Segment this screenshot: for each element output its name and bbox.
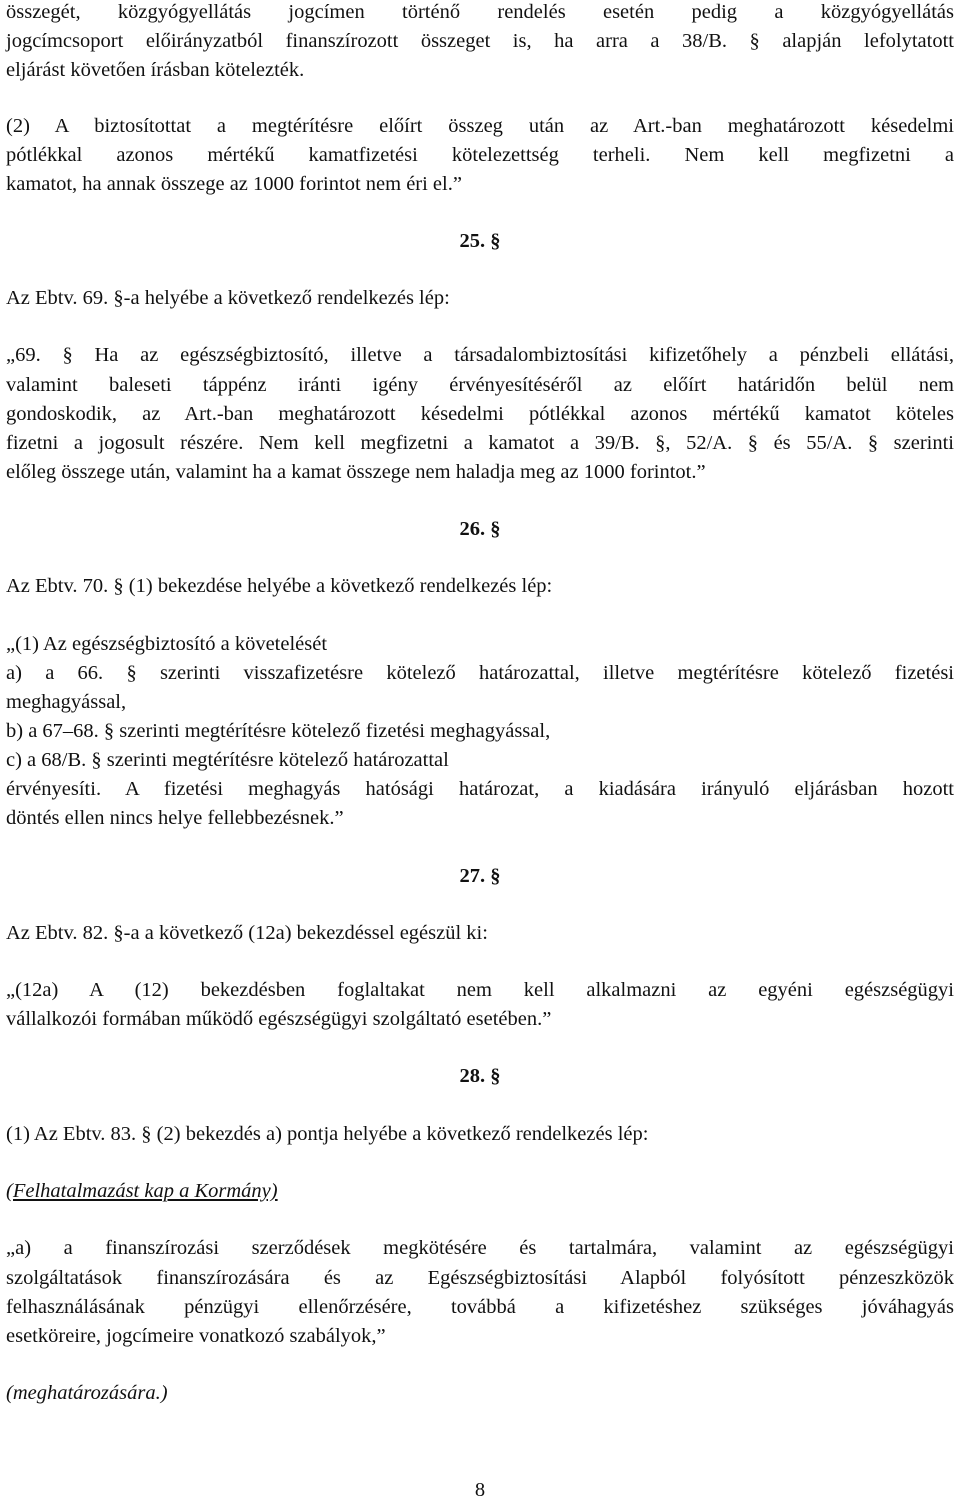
body-text-line: Az Ebtv. 82. §-a a következő (12a) bekezdéssel egészül ki: — [6, 922, 488, 944]
body-text-line: fizetni a jogosult részére. Nem kell megfizetni a kamatot a 39/B. §, 52/A. § és 55/A. § szerinti — [6, 432, 954, 454]
body-text-line: Az Ebtv. 70. § (1) bekezdése helyébe a következő rendelkezés lép: — [6, 575, 553, 597]
body-text-line: érvényesíti. A fizetési meghagyás hatósági határozat, a kiadására irányuló eljárásban hozott — [6, 778, 954, 800]
body-text-line: jogcímcsoport előirányzatból finanszírozott összeget is, ha arra a 38/B. § alapján lefolytatott — [6, 30, 954, 52]
body-text-line: „(12a) A (12) bekezdésben foglaltakat nem kell alkalmazni az egyéni egészségügyi — [6, 979, 954, 1001]
body-text-line: „69. § Ha az egészségbiztosító, illetve a társadalombiztosítási kifizetőhely a pénzbeli ellátási, — [6, 344, 954, 366]
section-heading: 25. § — [459, 230, 501, 252]
body-text-line: c) a 68/B. § szerinti megtérítésre kötelező határozattal — [6, 749, 449, 771]
body-text-line: kamatot, ha annak összege az 1000 forintot nem éri el.” — [6, 173, 462, 195]
body-text-line: Az Ebtv. 69. §-a helyébe a következő rendelkezés lép: — [6, 287, 450, 309]
body-text-line: gondoskodik, az Art.-ban meghatározott késedelmi pótlékkal azonos mértékű kamatot köteles — [6, 403, 954, 425]
body-text-line: valamint baleseti táppénz iránti igény érvényesítéséről az előírt határidőn belül nem — [6, 374, 954, 396]
body-text-line: vállalkozói formában működő egészségügyi szolgáltató esetében.” — [6, 1008, 552, 1030]
body-text-line: eljárást követően írásban kötelezték. — [6, 59, 305, 81]
body-text-line: pótlékkal azonos mértékű kamatfizetési kötelezettség terheli. Nem kell megfizetni a — [6, 144, 954, 166]
body-text-line: előleg összege után, valamint ha a kamat összege nem haladja meg az 1000 forintot.” — [6, 461, 706, 483]
italic-context-line: (Felhatalmazást kap a Kormány) — [6, 1180, 278, 1202]
body-text-line: (1) Az Ebtv. 83. § (2) bekezdés a) pontja helyébe a következő rendelkezés lép: — [6, 1123, 649, 1145]
section-heading: 28. § — [459, 1065, 501, 1087]
body-text-line: szolgáltatások finanszírozására és az Egészségbiztosítási Alapból folyósított pénzeszközök — [6, 1267, 954, 1289]
section-heading: 27. § — [459, 865, 501, 887]
body-text-line: a) a 66. § szerinti visszafizetésre kötelező határozattal, illetve megtérítésre kötelező fizetési — [6, 662, 954, 684]
section-heading: 26. § — [459, 518, 501, 540]
body-text-line: „a) a finanszírozási szerződések megkötésére és tartalmára, valamint az egészségügyi — [6, 1237, 954, 1259]
body-text-line: esetköreire, jogcímeire vonatkozó szabályok,” — [6, 1325, 386, 1347]
body-text-line: felhasználásának pénzügyi ellenőrzésére, továbbá a kifizetéshez szükséges jóváhagyás — [6, 1296, 954, 1318]
body-text-line: (2) A biztosítottat a megtérítésre előírt összeg után az Art.-ban meghatározott késedelmi — [6, 115, 954, 137]
body-text-line: b) a 67–68. § szerinti megtérítésre kötelező fizetési meghagyással, — [6, 720, 551, 742]
body-text-line: meghagyással, — [6, 691, 127, 713]
body-text-line: döntés ellen nincs helye fellebbezésnek.” — [6, 807, 344, 829]
italic-context-line: (meghatározására.) — [6, 1382, 168, 1404]
body-text-line: „(1) Az egészségbiztosító a követelését — [6, 633, 328, 655]
page-number: 8 — [474, 1479, 486, 1501]
body-text-line: összegét, közgyógyellátás jogcímen történő rendelés esetén pedig a közgyógyellátás — [6, 1, 954, 23]
